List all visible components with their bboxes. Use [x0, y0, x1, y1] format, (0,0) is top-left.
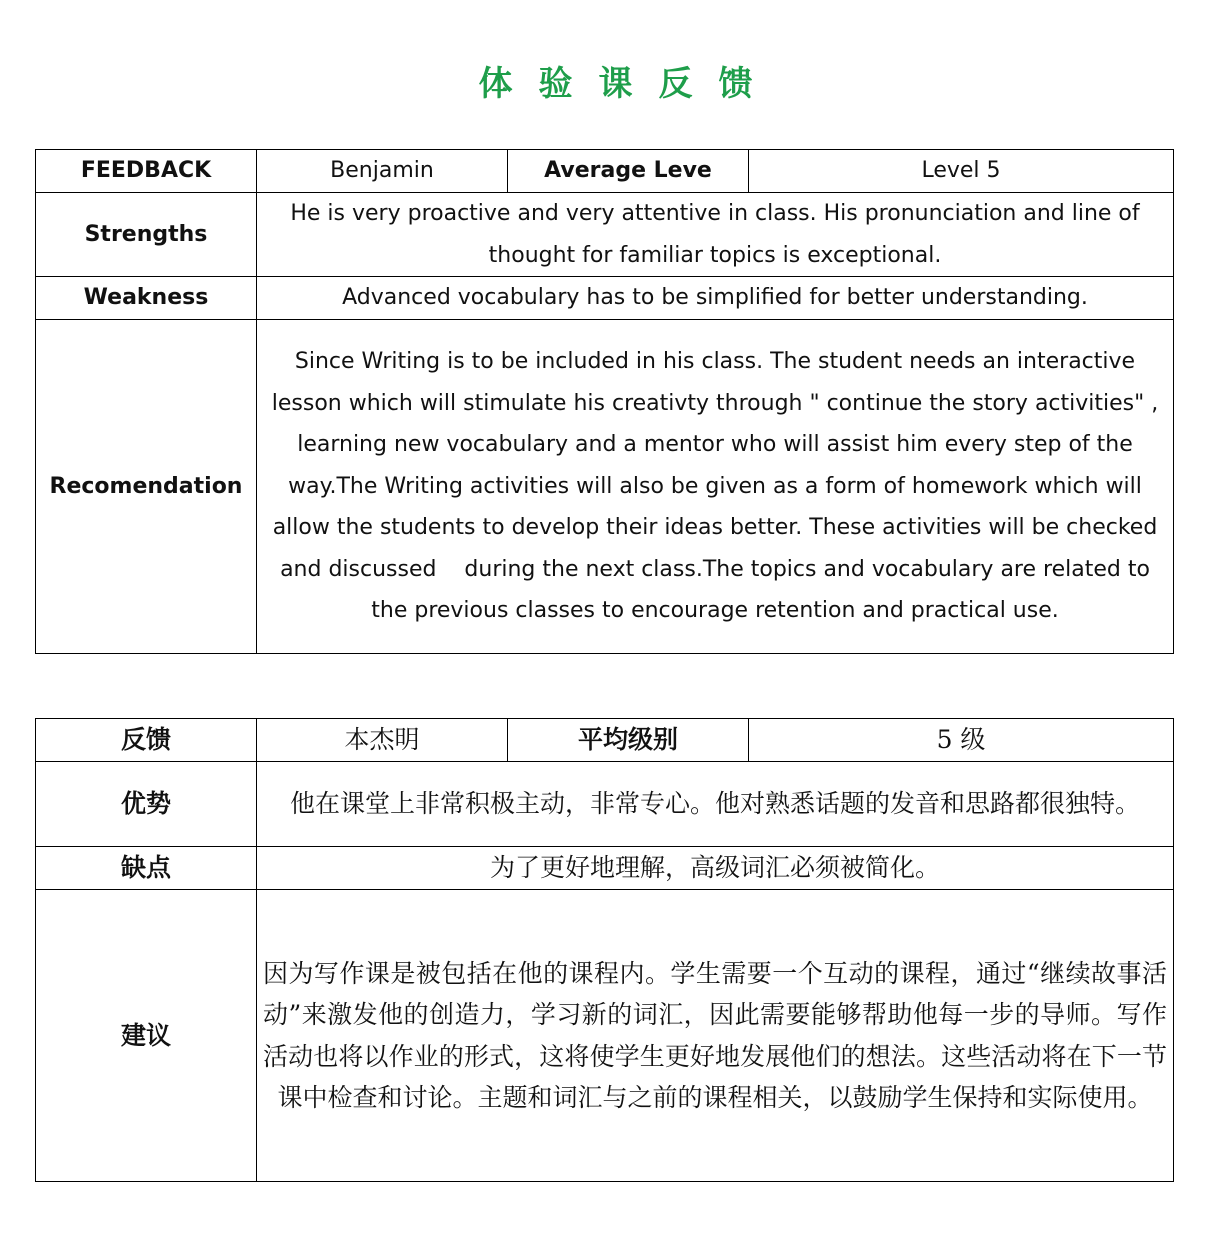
recommendation-text: Since Writing is to be included in his class. The student needs an interactive lesson which will stimulate his creativty through " continue the story activities" , learning new vocabulary and a mentor who will assist him every step of the way.The Writing activities will also be given as a form of homework which will allow the students to develop their ideas better. These activities will be checked and discussed during the next class.The topics and vocabulary are related to the previous classes to encourage retention and practical use.: [257, 320, 1174, 654]
weakness-label: Weakness: [36, 277, 257, 320]
feedback-label-zh: 反馈: [36, 719, 257, 762]
feedback-table-chinese: [35, 718, 1174, 1182]
header-row-zh: [36, 719, 1174, 762]
level-value: Level 5: [749, 150, 1174, 193]
level-value-zh: 5 级: [749, 719, 1174, 762]
header-row: [36, 150, 1174, 193]
student-name-zh: 本杰明: [257, 719, 508, 762]
recommendation-row: [36, 320, 1174, 654]
level-label-zh: 平均级别: [508, 719, 749, 762]
weakness-text: Advanced vocabulary has to be simplified for better understanding.: [257, 277, 1174, 320]
feedback-label: FEEDBACK: [36, 150, 257, 193]
strengths-label-zh: 优势: [36, 762, 257, 847]
recommendation-label: Recomendation: [36, 320, 257, 654]
weakness-row: [36, 277, 1174, 320]
feedback-table-english: [35, 149, 1174, 654]
weakness-row-zh: [36, 847, 1174, 890]
student-name: Benjamin: [257, 150, 508, 193]
strengths-text-zh: 他在课堂上非常积极主动，非常专心。他对熟悉话题的发音和思路都很独特。: [257, 762, 1174, 847]
recommendation-label-zh: 建议: [36, 890, 257, 1182]
recommendation-text-zh: 因为写作课是被包括在他的课程内。学生需要一个互动的课程，通过“继续故事活动”来激发他的创造力，学习新的词汇，因此需要能够帮助他每一步的导师。写作活动也将以作业的形式，这将使学生更好地发展他们的想法。这些活动将在下一节课中检查和讨论。主题和词汇与之前的课程相关，以鼓励学生保持和实际使用。: [257, 890, 1174, 1182]
weakness-label-zh: 缺点: [36, 847, 257, 890]
strengths-row-zh: [36, 762, 1174, 847]
level-label: Average Leve: [508, 150, 749, 193]
strengths-label: Strengths: [36, 193, 257, 277]
strengths-text: He is very proactive and very attentive in class. His pronunciation and line of thought for familiar topics is exceptional.: [257, 193, 1174, 277]
page-title: 体验课反馈: [478, 64, 779, 104]
recommendation-row-zh: [36, 890, 1174, 1182]
weakness-text-zh: 为了更好地理解，高级词汇必须被简化。: [257, 847, 1174, 890]
strengths-row: [36, 193, 1174, 277]
